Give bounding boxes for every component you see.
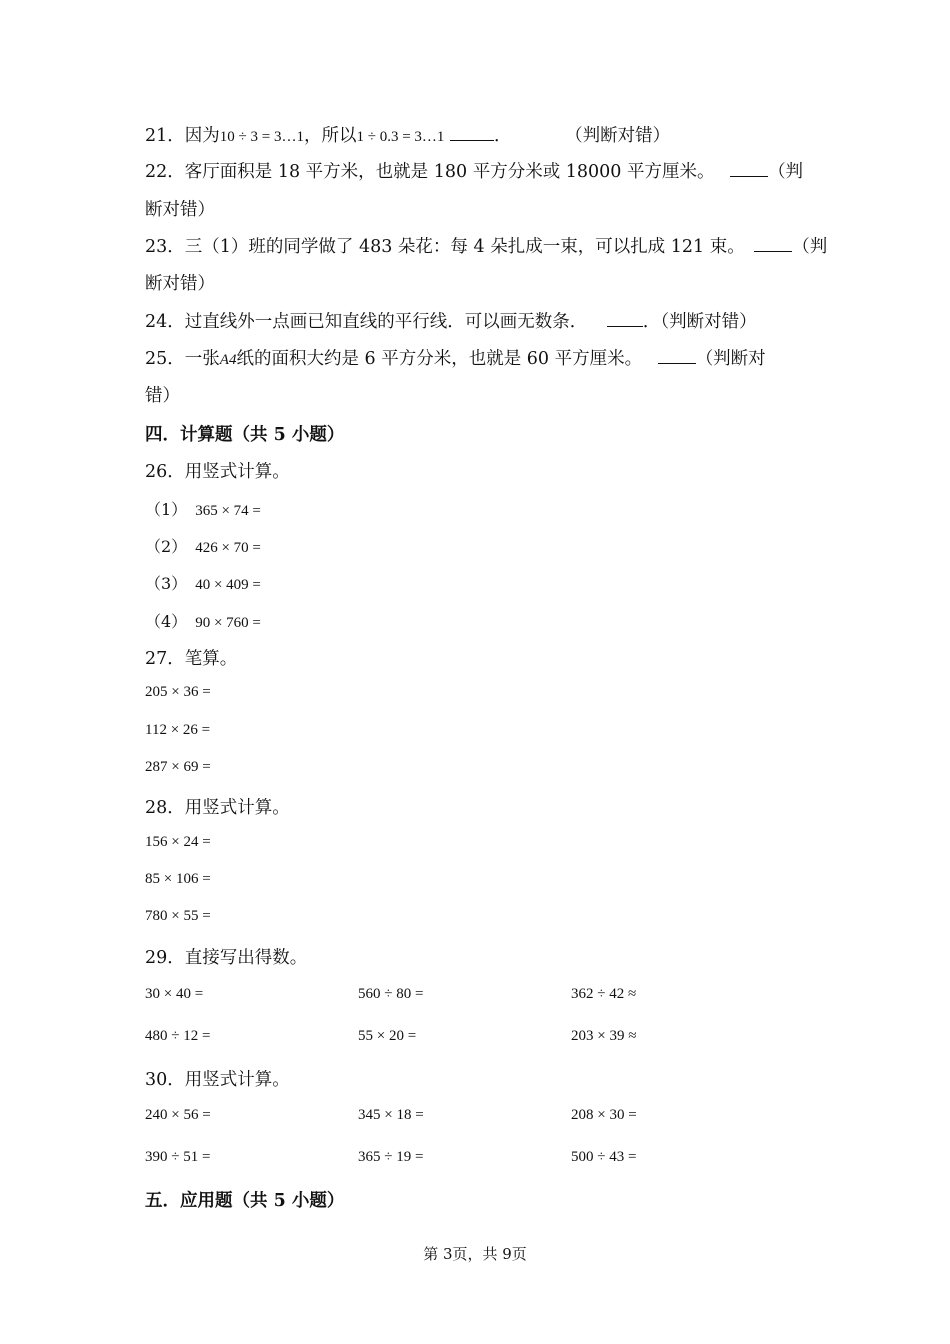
answer-blank[interactable]	[450, 126, 494, 141]
q28-title: 28．用竖式计算。	[145, 798, 290, 818]
q26-item	[145, 497, 261, 520]
q25-text: 纸的面积大约是 6 平方分米，也就是 60 平方厘米。	[236, 349, 643, 369]
q29-expression: 30 × 40 =	[145, 986, 204, 1002]
question-21	[145, 122, 670, 147]
section-5-heading: 五．应用题（共 5 小题）	[145, 1191, 345, 1211]
q30-expression: 240 × 56 =	[145, 1107, 211, 1123]
item-expression: 365 × 74 =	[195, 503, 261, 519]
q30-expression: 390 ÷ 51 =	[145, 1149, 211, 1165]
q24-judge: ．（判断对错）	[642, 312, 757, 332]
q30-expression: 500 ÷ 43 =	[571, 1149, 637, 1165]
question-25	[145, 345, 766, 370]
q21-equation-1: 10 ÷ 3 = 3…1	[219, 129, 304, 145]
item-number: （3）	[145, 574, 188, 593]
q29-expression: 560 ÷ 80 =	[358, 986, 424, 1002]
q26-title: 26．用竖式计算。	[145, 462, 290, 482]
q29-expression: 362 ÷ 42 ≈	[571, 986, 637, 1002]
answer-blank[interactable]	[754, 237, 792, 252]
item-expression: 40 × 409 =	[195, 577, 261, 593]
question-22	[145, 158, 803, 183]
q27-expression: 112 × 26 =	[145, 722, 211, 738]
q30-expression: 365 ÷ 19 =	[358, 1149, 424, 1165]
q27-title: 27．笔算。	[145, 649, 238, 669]
q21-equation-2: 1 ÷ 0.3 = 3…1	[356, 129, 445, 145]
question-23	[145, 233, 827, 258]
q26-item	[145, 534, 261, 557]
q24-text: 24．过直线外一点画已知直线的平行线．可以画无数条．	[145, 312, 588, 332]
q28-expression: 780 × 55 =	[145, 908, 211, 924]
q22-text: 22．客厅面积是 18 平方米，也就是 180 平方分米或 18000 平方厘米。	[145, 162, 715, 182]
q28-expression: 156 × 24 =	[145, 834, 211, 850]
q30-title: 30．用竖式计算。	[145, 1070, 290, 1090]
q29-expression: 55 × 20 =	[358, 1028, 417, 1044]
q21-judge: （判断对错）	[565, 126, 671, 146]
item-number: （1）	[145, 500, 188, 519]
q21-lead: 21．因为	[145, 126, 220, 146]
q23-judge-2: 断对错）	[145, 274, 215, 294]
item-expression: 426 × 70 =	[195, 540, 261, 556]
q30-expression: 345 × 18 =	[358, 1107, 424, 1123]
q26-item	[145, 609, 261, 632]
question-24	[145, 308, 757, 333]
answer-blank[interactable]	[658, 349, 696, 364]
q29-expression: 203 × 39 ≈	[571, 1028, 637, 1044]
q22-judge-2: 断对错）	[145, 200, 215, 220]
q28-expression: 85 × 106 =	[145, 871, 211, 887]
q29-expression: 480 ÷ 12 =	[145, 1028, 211, 1044]
q21-tail: ．	[494, 126, 512, 146]
q22-judge-1: （判	[768, 162, 804, 182]
q26-item	[145, 571, 261, 594]
page-footer: 第 3页，共 9页	[423, 1245, 527, 1263]
q23-text: 23．三（1）班的同学做了 483 朵花：每 4 朵扎成一束，可以扎成 121 束。	[145, 237, 745, 257]
item-number: （4）	[145, 612, 188, 631]
q29-title: 29．直接写出得数。	[145, 948, 308, 968]
q25-pre: 25．一张	[145, 349, 220, 369]
answer-blank[interactable]	[607, 312, 643, 327]
item-number: （2）	[145, 537, 188, 556]
q25-a4: A4	[219, 352, 237, 368]
q25-judge-2: 错）	[145, 386, 180, 406]
item-expression: 90 × 760 =	[195, 615, 261, 631]
q27-expression: 205 × 36 =	[145, 684, 211, 700]
q23-judge-1: （判	[792, 237, 828, 257]
q30-expression: 208 × 30 =	[571, 1107, 637, 1123]
q25-judge-1: （判断对	[695, 349, 766, 369]
answer-blank[interactable]	[730, 162, 768, 177]
section-4-heading: 四．计算题（共 5 小题）	[145, 425, 345, 445]
q27-expression: 287 × 69 =	[145, 759, 211, 775]
q21-mid: ，所以	[303, 126, 357, 146]
